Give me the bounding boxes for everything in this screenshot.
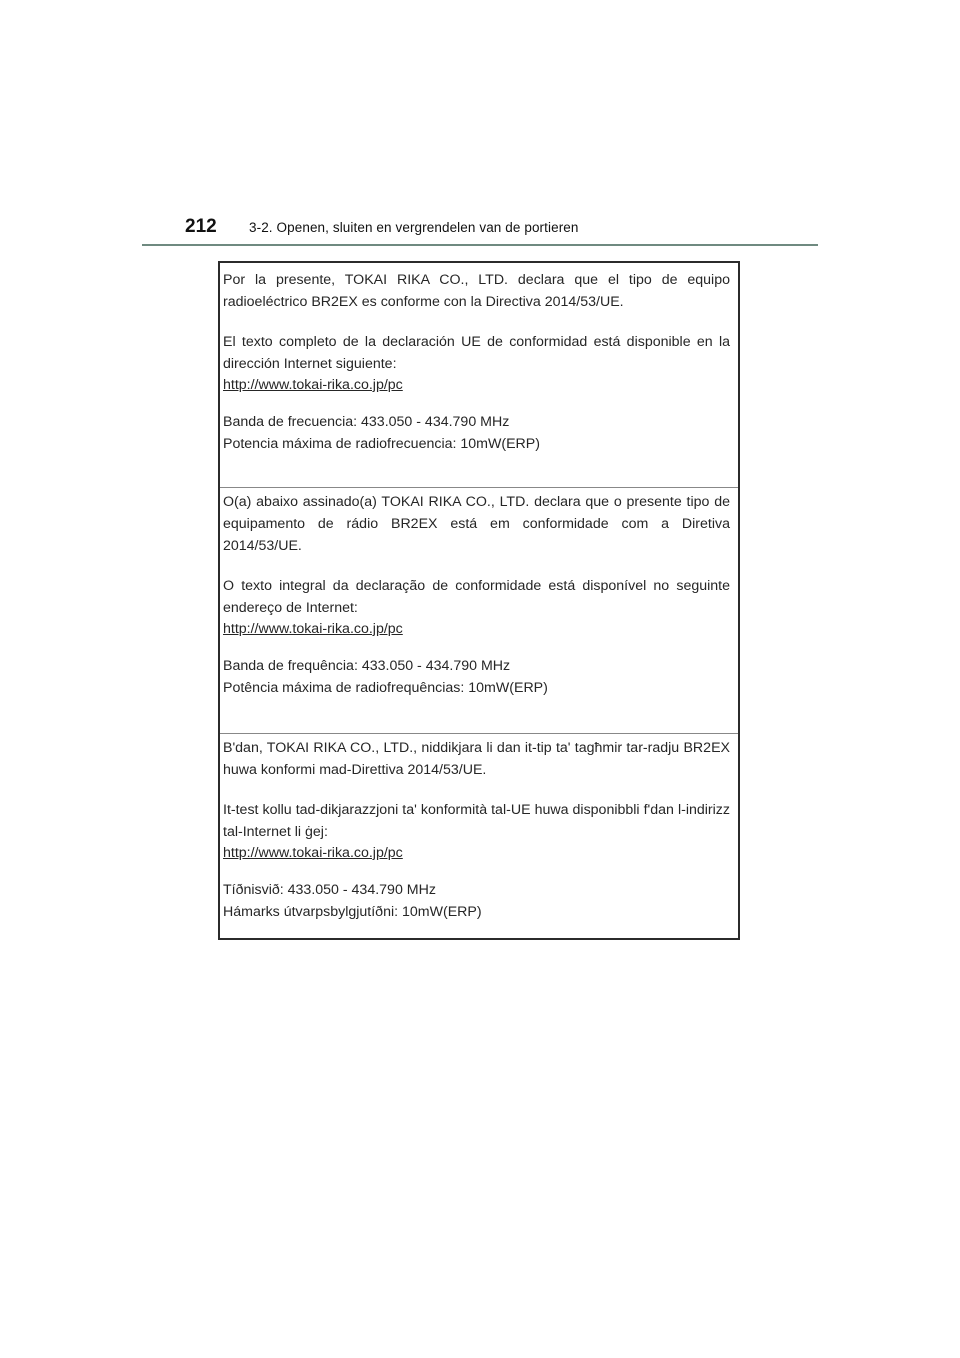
declaration-spanish: [223, 269, 730, 455]
declaration-availability: It-test kollu tad-dikjarazzjoni ta' konformità tal-UE huwa disponibbli f'dan l-indirizz tal-Internet li ġej:: [223, 802, 730, 840]
frequency-band: Banda de frequência: 433.050 - 434.790 MHz: [223, 658, 511, 674]
declaration-url-link[interactable]: http://www.tokai-rika.co.jp/pc: [223, 845, 403, 861]
frequency-band: Banda de frecuencia: 433.050 - 434.790 MHz: [223, 414, 510, 430]
declaration-statement: B'dan, TOKAI RIKA CO., LTD., niddikjara li dan it-tip ta' tagħmir tar-radju BR2EX huwa konformi mad-Direttiva 2014/53/UE.: [223, 740, 730, 778]
page-header: [185, 216, 579, 238]
declaration-portuguese: [223, 491, 730, 699]
section-title: 3-2. Openen, sluiten en vergrendelen van de portieren: [249, 220, 579, 235]
declaration-statement: Por la presente, TOKAI RIKA CO., LTD. declara que el tipo de equipo radioeléctrico BR2EX es conforme con la Directiva 2014/53/UE.: [223, 272, 730, 310]
block-divider: [220, 733, 738, 734]
max-power: Potência máxima de radiofrequências: 10mW(ERP): [223, 680, 548, 696]
declaration-box: [218, 261, 740, 940]
frequency-band: Tíðnisvið: 433.050 - 434.790 MHz: [223, 882, 436, 898]
declaration-url-link[interactable]: http://www.tokai-rika.co.jp/pc: [223, 621, 403, 637]
declaration-availability: O texto integral da declaração de conformidade está disponível no seguinte endereço de Internet:: [223, 578, 730, 616]
declaration-availability: El texto completo de la declaración UE de conformidad está disponible en la dirección Internet siguiente:: [223, 334, 730, 372]
page-number: 212: [185, 216, 217, 237]
declaration-statement: O(a) abaixo assinado(a) TOKAI RIKA CO., LTD. declara que o presente tipo de equipamento de rádio BR2EX está em conformidade com a Diretiva 2014/53/UE.: [223, 494, 730, 554]
max-power: Hámarks útvarpsbylgjutíðni: 10mW(ERP): [223, 904, 482, 920]
declaration-url-link[interactable]: http://www.tokai-rika.co.jp/pc: [223, 377, 403, 393]
max-power: Potencia máxima de radiofrecuencia: 10mW(ERP): [223, 436, 540, 452]
block-divider: [220, 487, 738, 488]
header-rule: [142, 244, 818, 246]
declaration-maltese-icelandic: [223, 737, 730, 923]
